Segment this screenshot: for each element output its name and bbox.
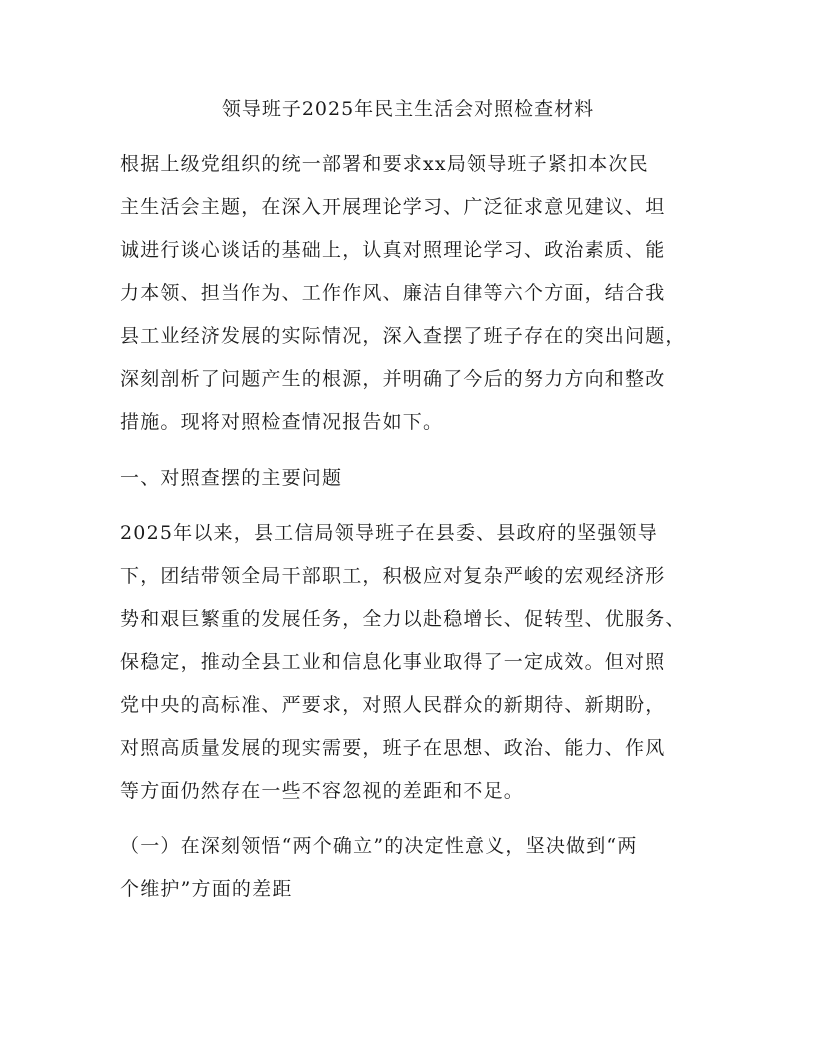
section-heading: 一、对照查摆的主要问题 [120, 467, 343, 489]
paragraph-line: 诚进行谈心谈话的基础上，认真对照理论学习、政治素质、能 [120, 239, 666, 261]
paragraph-line: 力本领、担当作为、工作作风、廉洁自律等六个方面，结合我 [120, 282, 666, 304]
subsection-heading-line: （一）在深刻领悟“两个确立”的决定性意义，坚决做到“两 [120, 835, 638, 857]
paragraph-line: 等方面仍然存在一些不容忽视的差距和不足。 [120, 780, 525, 802]
paragraph-line: 下，团结带领全局干部职工，积极应对复杂严峻的宏观经济形 [120, 565, 666, 587]
paragraph-line: 2025年以来，县工信局领导班子在县委、县政府的坚强领导 [120, 522, 658, 544]
paragraph-line: 主生活会主题，在深入开展理论学习、广泛征求意见建议、坦 [120, 196, 666, 218]
paragraph-line: 措施。现将对照检查情况报告如下。 [120, 411, 444, 433]
paragraph-line: 根据上级党组织的统一部署和要求xx局领导班子紧扣本次民 [120, 153, 649, 175]
paragraph-line: 保稳定，推动全县工业和信息化事业取得了一定成效。但对照 [120, 651, 666, 673]
document-title: 领导班子2025年民主生活会对照检查材料 [221, 98, 595, 120]
paragraph-line: 深刻剖析了问题产生的根源，并明确了今后的努力方向和整改 [120, 368, 666, 390]
paragraph-line: 对照高质量发展的现实需要，班子在思想、政治、能力、作风 [120, 737, 666, 759]
paragraph-line: 势和艰巨繁重的发展任务，全力以赴稳增长、促转型、优服务、 [120, 608, 686, 630]
subsection-heading-line: 个维护”方面的差距 [120, 878, 293, 900]
paragraph-line: 党中央的高标准、严要求，对照人民群众的新期待、新期盼， [120, 694, 666, 716]
paragraph-line: 县工业经济发展的实际情况，深入查摆了班子存在的突出问题， [120, 325, 686, 347]
